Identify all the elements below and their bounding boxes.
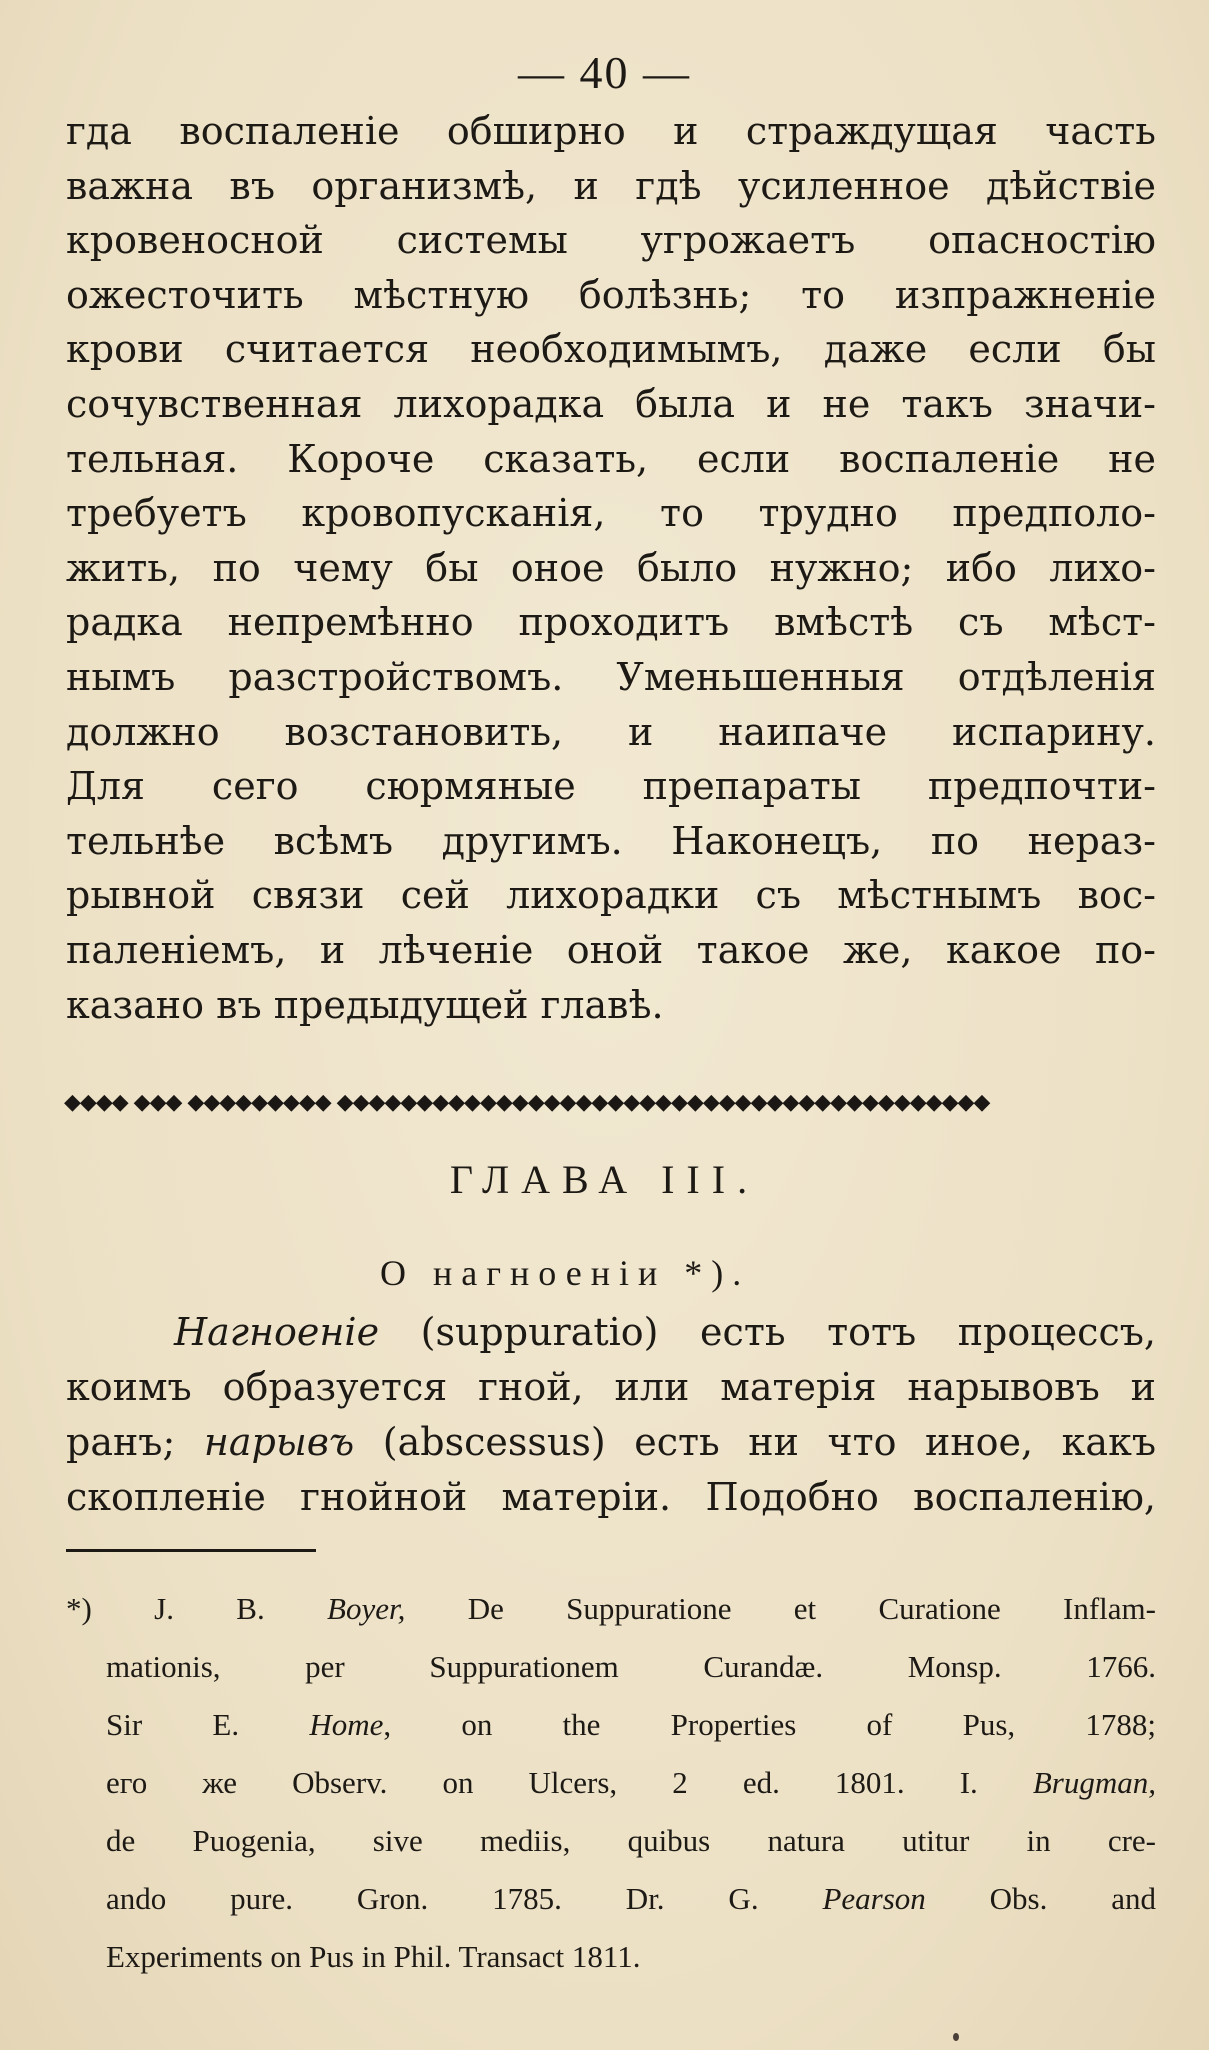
text-line bbox=[66, 1305, 1156, 1360]
text-line: рывной связи сей лихорадки съ мѣстнымъ вос- bbox=[66, 873, 1156, 918]
page-number: — 40 — bbox=[518, 47, 691, 98]
author-italic: Brugman, bbox=[1032, 1765, 1156, 1800]
footnote-line bbox=[66, 1870, 1156, 1928]
footnote-line bbox=[66, 1696, 1156, 1754]
text-line: нымъ разстройствомъ. Уменьшенныя отдѣленія bbox=[66, 654, 1156, 699]
text-span: De Suppuratione et Curatione Inflam- bbox=[405, 1591, 1156, 1626]
term-italic: нарывъ bbox=[203, 1420, 355, 1464]
text-line: Для сего сюрмяные препараты предпочти- bbox=[66, 764, 1156, 809]
text-span: mationis, per Suppurationem Curandæ. Monsp. 1766. bbox=[106, 1649, 1156, 1684]
section-title: О нагноеніи *). bbox=[380, 1253, 751, 1293]
footnote-line bbox=[66, 1580, 1156, 1638]
text-line: казано въ предыдущей главѣ. bbox=[66, 982, 664, 1027]
body-text bbox=[66, 104, 1156, 1032]
term-italic: Нагноеніе bbox=[174, 1310, 380, 1354]
text-line: сочувственная лихорадка была и не такъ значи- bbox=[66, 381, 1156, 426]
chapter-title: ГЛАВА III. bbox=[449, 1157, 760, 1202]
text-line: важна въ организмѣ, и гдѣ усиленное дѣйствіе bbox=[66, 163, 1156, 208]
author-italic: Home bbox=[309, 1707, 384, 1742]
text-span: его же Observ. on Ulcers, 2 ed. 1801. I. bbox=[106, 1765, 1033, 1800]
text-span: Sir E. bbox=[106, 1707, 310, 1742]
text-span: , on the Properties of Pus, 1788; bbox=[383, 1707, 1156, 1742]
text-line: крови считается необходимымъ, даже если бы bbox=[66, 327, 1156, 372]
text-line: жить, по чему бы оное было нужно; ибо лихо- bbox=[66, 545, 1156, 590]
text-line: радка непремѣнно проходитъ вмѣстѣ съ мѣст- bbox=[66, 600, 1156, 645]
text-span: (abscessus) есть ни что иное, какъ bbox=[354, 1420, 1156, 1464]
footnote-line bbox=[66, 1812, 1156, 1870]
text-line bbox=[66, 1415, 1156, 1470]
text-line: кровеносной системы угрожаетъ опасностію bbox=[66, 218, 1156, 263]
text-line: коимъ образуется гной, или матерія нарывовъ и bbox=[66, 1365, 1156, 1409]
text-line: гда воспаленіе обширно и страждущая часть bbox=[66, 109, 1156, 153]
footnote-line bbox=[66, 1754, 1156, 1812]
text-line: тельная. Короче сказать, если воспаленіе не bbox=[66, 436, 1156, 481]
text-line: тельнѣе всѣмъ другимъ. Наконецъ, по нераз- bbox=[66, 818, 1156, 863]
text-span: *) J. B. bbox=[66, 1591, 328, 1626]
footnotes bbox=[66, 1580, 1156, 1986]
text-span: (suppuratio) есть тотъ процессъ, bbox=[379, 1310, 1156, 1354]
ink-speck bbox=[953, 2033, 959, 2041]
text-span: Obs. and bbox=[925, 1881, 1156, 1916]
text-span: de Puogenia, sive mediis, quibus natura utitur in cre- bbox=[106, 1823, 1156, 1858]
footnote-line bbox=[66, 1928, 1156, 1986]
text-line: ожесточить мѣстную болѣзнь; то изпражненіе bbox=[66, 272, 1156, 317]
text-line: скопленіе гнойной матеріи. Подобно воспаленію, bbox=[66, 1475, 1156, 1519]
footnote-divider bbox=[66, 1549, 316, 1552]
footnote-line bbox=[66, 1638, 1156, 1696]
text-span: Experiments on Pus in Phil. Transact 1811. bbox=[106, 1939, 641, 1974]
text-span: ранъ; bbox=[66, 1420, 204, 1464]
text-line: требуетъ кровопусканія, то трудно предполо- bbox=[66, 491, 1156, 536]
text-line: должно возстановить, и наипаче испарину. bbox=[66, 709, 1156, 754]
text-span: ando pure. Gron. 1785. Dr. G. bbox=[106, 1881, 823, 1916]
text-line: паленіемъ, и лѣченіе оной такое же, какое по- bbox=[66, 927, 1156, 972]
author-italic: Pearson bbox=[822, 1881, 926, 1916]
ornamental-divider: ◆◆◆◆ ◆◆◆ ◆◆◆◆◆◆◆◆◆ ◆◆◆◆◆◆◆◆◆◆◆◆◆◆◆◆◆◆◆◆◆◆◆◆◆◆◆◆◆◆◆◆◆◆◆◆◆◆◆◆◆ bbox=[64, 1090, 990, 1114]
section-text bbox=[66, 1305, 1156, 1525]
author-italic: Boyer, bbox=[327, 1591, 406, 1626]
